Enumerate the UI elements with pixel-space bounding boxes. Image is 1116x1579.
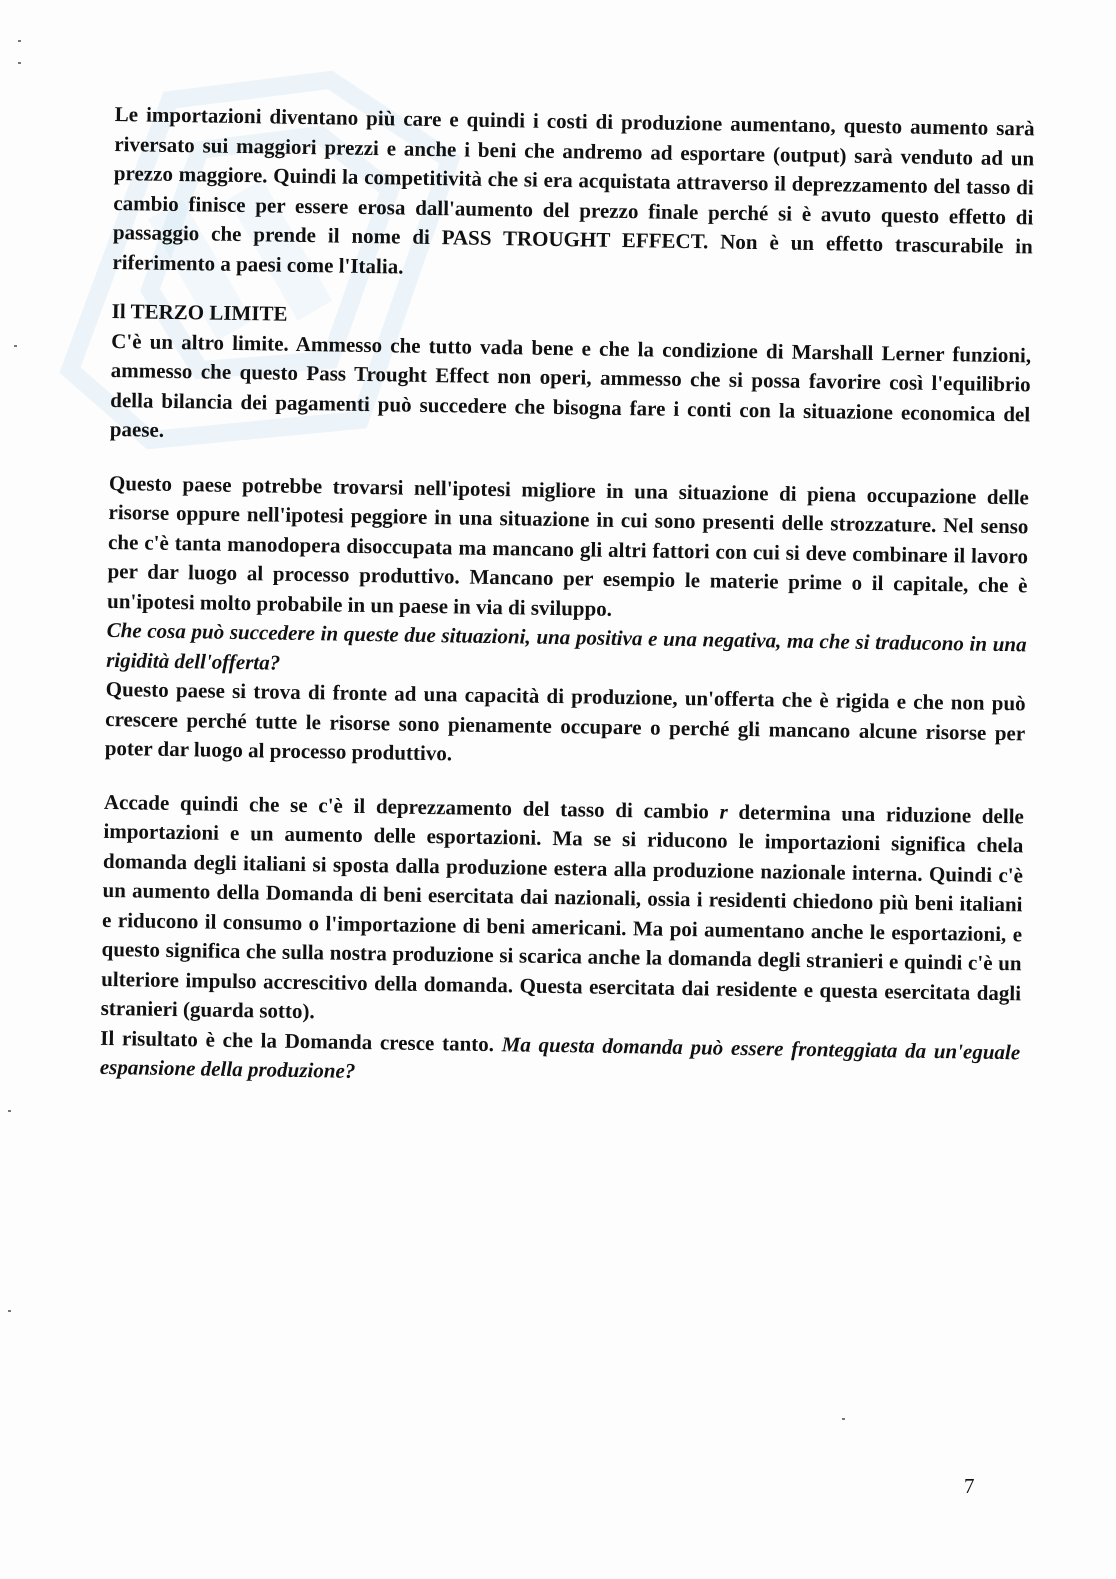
section-heading-terzo-limite: Il TERZO LIMITE bbox=[111, 298, 288, 326]
text-segment: Accade quindi che se c'è il deprezzamento del tasso di cambio bbox=[103, 789, 720, 824]
paragraph-altro-limite: C'è un altro limite. Ammesso che tutto vada bene e che la condizione di Marshall Lerner funzioni, ammesso che questo Pass Trought Effect non operi, ammesso che si possa favorire così l'equilibrio della bilancia dei pagamenti può succedere che bisogna fare i conti con la situazione economica del paese. bbox=[109, 328, 1032, 442]
variable-r: r bbox=[719, 799, 729, 824]
paragraph-situazione-paese: Questo paese potrebbe trovarsi nell'ipotesi migliore in una situazione di piena occupazione delle risorse oppure nell'ipotesi peggiore in una situazione in cui sono presenti delle strozzature. Nel senso che c'è tanta manodopera disoccupata ma mancano gli altri fattori con cui si deve combinare il lavoro per dar luogo al processo produttivo. Mancano per esempio le materie prime o il capitale, che è un'ipotesi molto probabile in un paese in via di sviluppo. bbox=[106, 470, 1030, 621]
question-espansione-produzione: Ma questa domanda può essere fronteggiata da un'eguale espansione della produzione? bbox=[99, 1031, 1021, 1083]
paragraph-capacita-produzione: Questo paese si trova di fronte ad una capacità di produzione, un'offerta che è rigida e che non può crescere perché tutte le risorse sono pienamente occupare o perché gli mancano alcune risorse per poter dar luogo al processo produttivo. bbox=[104, 676, 1026, 766]
scan-speck bbox=[18, 62, 21, 64]
scan-speck bbox=[8, 1310, 11, 1312]
paragraph-deprezzamento bbox=[100, 787, 1024, 1037]
scan-speck bbox=[8, 1110, 11, 1112]
page-body bbox=[100, 100, 1035, 1097]
scan-speck bbox=[842, 1418, 845, 1420]
text-segment: Il risultato è che la Domanda cresce tanto. bbox=[100, 1025, 502, 1056]
page-number: 7 bbox=[964, 1474, 975, 1498]
question-rigidita-offerta: Che cosa può succedere in queste due situazioni, una positiva e una negativa, ma che si traducono in una rigidità dell'offerta? bbox=[106, 617, 1027, 675]
text-segment: determina una riduzione delle importazioni e un aumento delle esportazioni. Ma se si riducono le importazioni significa chela domanda degli italiani si sposta dalla produzione estera alla produzione nazionale interna. Quindi c'è un aumento della Domanda di beni esercitata dai nazionali, ossia i residenti chiedono più beni italiani e riducono il consumo o l'importazione di beni americani. Ma poi aumentano anche le esportazioni, e questo significa che sulla nostra produzione si scarica anche la domanda degli stranieri e quindi c'è un ulteriore impulso accrescitivo della domanda. Questa esercitata dai residente e questa esercitata dagli stranieri (guarda sotto). bbox=[100, 799, 1025, 1024]
scan-speck bbox=[18, 40, 21, 42]
scan-speck bbox=[14, 345, 17, 347]
paragraph-pass-through: Le importazioni diventano più care e quindi i costi di produzione aumentano, questo aumento sarà riversato sui maggiori prezzi e anche i beni che andremo ad esportare (output) sarà venduto ad un prezzo maggiore. Quindi la competitività che si era acquistata attraverso il deprezzamento del tasso di cambio finisce per essere erosa dall'aumento del prezzo finale perché si è avuto questo effetto di passaggio che prende il nome di PASS TROUGHT EFFECT. Non è un effetto trascurabile in riferimento a paesi come l'Italia. bbox=[112, 101, 1035, 279]
